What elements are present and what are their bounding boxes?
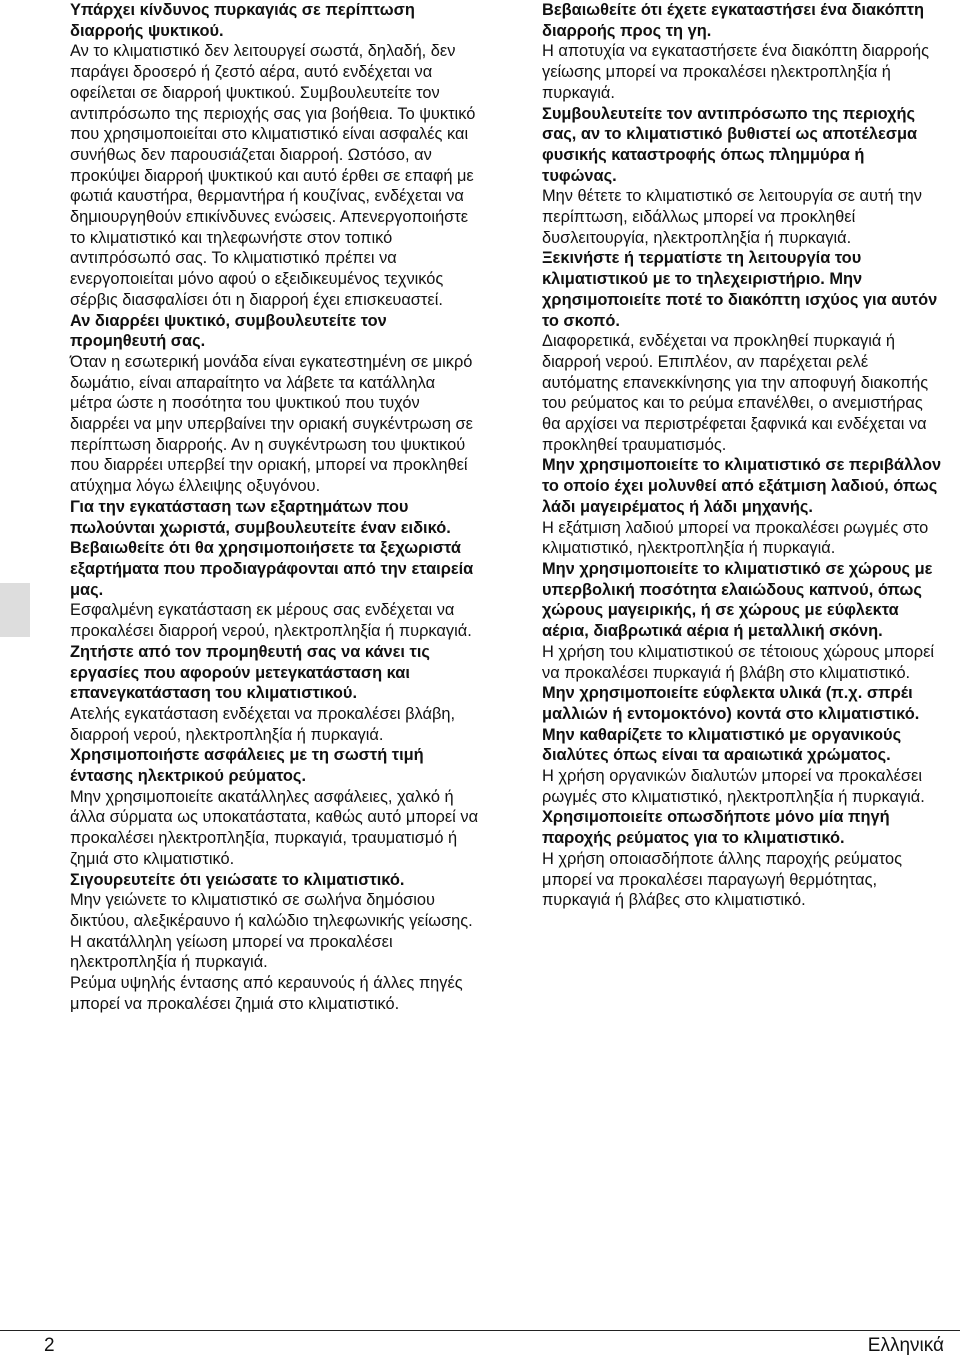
fuse-text: Μην χρησιμοποιείτε ακατάλληλες ασφάλειες, χαλκό ή άλλα σύρματα ως υποκατάστατα, καθώς αυτό μπορεί να προκαλέσει ηλεκτροπληξία, πυρκαγιά, τραυματισμό ή ζημιά στο κλιματιστικό. bbox=[70, 787, 479, 868]
fire-leak-heading: Υπάρχει κίνδυνος πυρκαγιάς σε περίπτωση διαρροής ψυκτικού. bbox=[70, 1, 415, 40]
section-tab-marker bbox=[0, 583, 30, 637]
accessories-text: Εσφαλμένη εγκατάσταση εκ μέρους σας ενδέχεται να προκαλέσει διαρροή νερού, ηλεκτροπληξία ή πυρκαγιά. bbox=[70, 601, 472, 641]
page-number: 2 bbox=[44, 1335, 55, 1356]
ground-heading: Σιγουρευτείτε ότι γειώσατε το κλιματιστικό. bbox=[70, 870, 405, 889]
ground-text-2: Η ακατάλληλη γείωση μπορεί να προκαλέσει ηλεκτροπληξία ή πυρκαγιά. bbox=[70, 932, 393, 972]
right-column bbox=[542, 0, 942, 911]
footer-language: Ελληνικά bbox=[867, 1335, 944, 1356]
remote-heading: Ξεκινήστε ή τερματίστε τη λειτουργία του κλιματιστικού με το τηλεχειριστήριο. Μην χρησιμοποιείτε ποτέ το διακόπτη ισχύος για αυτόν το σκοπό. bbox=[542, 249, 938, 330]
flammable-heading: Μην χρησιμοποιείτε εύφλεκτα υλικά (π.χ. σπρέι μαλλιών ή εντομοκτόνο) κοντά στο κλιματιστικό. bbox=[542, 684, 920, 723]
fuse-heading: Χρησιμοποιήστε ασφάλειες με τη σωστή τιμή έντασης ηλεκτρικού ρεύματος. bbox=[70, 746, 424, 786]
supply-heading: Χρησιμοποιείτε οπωσδήποτε μόνο μία πηγή παροχής ρεύματος για το κλιματιστικό. bbox=[542, 808, 890, 848]
oil-heading: Μην χρησιμοποιείτε το κλιματιστικό σε περιβάλλον το οποίο έχει μολυνθεί από εξάτμιση λαδιού, όπως λάδι μαγειρέματος ή λάδι μηχανής. bbox=[542, 456, 942, 516]
left-column bbox=[70, 0, 480, 1014]
relocation-heading: Ζητήστε από τον προμηθευτή σας να κάνει τις εργασίες που αφορούν μετεγκατάσταση και επανεγκατάσταση του κλιματιστικού. bbox=[70, 642, 430, 703]
ground-text-3: Ρεύμα υψηλής έντασης από κεραυνούς ή άλλες πηγές μπορεί να προκαλέσει ζημιά στο κλιματιστικό. bbox=[70, 974, 463, 1013]
solvent-text: Η χρήση οργανικών διαλυτών μπορεί να προκαλέσει ρωγμές στο κλιματιστικό, ηλεκτροπληξία ή πυρκαγιά. bbox=[542, 767, 925, 806]
refrigerant-text: Όταν η εσωτερική μονάδα είναι εγκατεστημένη σε μικρό δωμάτιο, είναι απαραίτητο να λάβετε τα κατάλληλα μέτρα ώστε η ποσότητα του ψυκτικού που τυχόν διαρρέει να μην υπερβαίνει την οριακή συγκέντρωση σε περίπτωση διαρροής. Αν η συγκέντρωση του ψυκτικού που διαρρέει υπερβεί την οριακή, μπορεί να προκληθεί ατύχημα λόγω έλλειψης οξυγόνου. bbox=[70, 352, 473, 496]
refrigerant-heading: Αν διαρρέει ψυκτικό, συμβουλευτείτε τον προμηθευτή σας. bbox=[70, 311, 387, 351]
accessories-heading: Για την εγκατάσταση των εξαρτημάτων που πωλούνται χωριστά, συμβουλευτείτε έναν ειδικό. Βεβαιωθείτε ότι θα χρησιμοποιήσετε τα ξεχωριστά εξαρτήματα που προδιαγράφονται από την εταιρεία μας. bbox=[70, 497, 474, 599]
footer-rule bbox=[0, 1330, 960, 1331]
solvent-heading: Μην καθαρίζετε το κλιματιστικό με οργανικούς διαλύτες όπως είναι τα αραιωτικά χρώματος. bbox=[542, 725, 902, 765]
breaker-text: Η αποτυχία να εγκαταστήσετε ένα διακόπτη διαρροής γείωσης μπορεί να προκαλέσει ηλεκτροπληξία ή πυρκαγιά. bbox=[542, 42, 930, 102]
supply-text: Η χρήση οποιασδήποτε άλλης παροχής ρεύματος μπορεί να προκαλέσει παραγωγή θερμότητας, πυρκαγιά ή βλάβες στο κλιματιστικό. bbox=[542, 849, 902, 910]
disaster-text: Μην θέτετε το κλιματιστικό σε λειτουργία σε αυτή την περίπτωση, ειδάλλως μπορεί να προκληθεί δυσλειτουργία, ηλεκτροπληξία ή πυρκαγιά. bbox=[542, 187, 922, 247]
remote-text: Διαφορετικά, ενδέχεται να προκληθεί πυρκαγιά ή διαρροή νερού. Επιπλέον, αν παρέχεται ρελέ αυτόματης επανεκκίνησης για την αποφυγή διακοπής του ρεύματος και το ρεύμα επανέλθει, ο ανεμιστήρας θα αρχίσει να περιστρέφεται ξαφνικά και ενδέχεται να προκληθεί τραυματισμός. bbox=[542, 332, 929, 454]
dust-text: Η χρήση του κλιματιστικού σε τέτοιους χώρους μπορεί να προκαλέσει πυρκαγιά ή βλάβη στο κλιματιστικό. bbox=[542, 642, 935, 682]
fire-leak-text: Αν το κλιματιστικό δεν λειτουργεί σωστά, δηλαδή, δεν παράγει δροσερό ή ζεστό αέρα, αυτό ενδέχεται να οφείλεται σε διαρροή ψυκτικού. Συμβουλευτείτε τον αντιπρόσωπο της περιοχής σας για βοήθεια. Το ψυκτικό που χρησιμοποιείται στο κλιματιστικό είναι ασφαλές και συνήθως δεν παρουσιάζεται διαρροή. Ωστόσο, αν προκύψει διαρροή ψυκτικού και αυτό έρθει σε επαφή με φωτιά καυστήρα, θερμαντήρα ή κουζίνας, ενδέχεται να δημιουργηθούν επικίνδυνες ενώσεις. Απενεργοποιήστε το κλιματιστικό και τηλεφωνήστε στον τοπικό αντιπρόσωπό σας. Το κλιματιστικό πρέπει να ενεργοποιείται μόνο αφού ο εξειδικευμένος τεχνικός σέρβις διασφαλίσει ότι η διαρροή έχει επισκευαστεί. bbox=[70, 42, 476, 309]
ground-text-1: Μην γειώνετε το κλιματιστικό σε σωλήνα δημόσιου δικτύου, αλεξικέραυνο ή καλώδιο τηλεφωνικής γείωσης. bbox=[70, 891, 473, 930]
relocation-text: Ατελής εγκατάσταση ενδέχεται να προκαλέσει βλάβη, διαρροή νερού, ηλεκτροπληξία ή πυρκαγιά. bbox=[70, 704, 456, 744]
oil-text: Η εξάτμιση λαδιού μπορεί να προκαλέσει ρωγμές στο κλιματιστικό, ηλεκτροπληξία ή πυρκαγιά. bbox=[542, 518, 929, 558]
breaker-heading: Βεβαιωθείτε ότι έχετε εγκαταστήσει ένα διακόπτη διαρροής προς τη γη. bbox=[542, 1, 925, 40]
disaster-heading: Συμβουλευτείτε τον αντιπρόσωπο της περιοχής σας, αν το κλιματιστικό βυθιστεί ως αποτέλεσμα φυσικής καταστροφής όπως πλημμύρα ή τυφώνας. bbox=[542, 104, 918, 185]
dust-heading: Μην χρησιμοποιείτε το κλιματιστικό σε χώρους με υπερβολική ποσότητα ελαιώδους καπνού, όπως χώρους μαγειρικής, ή σε χώρους με εύφλεκτα αέρια, διαβρωτικά αέρια ή μεταλλική σκόνη. bbox=[542, 559, 933, 641]
